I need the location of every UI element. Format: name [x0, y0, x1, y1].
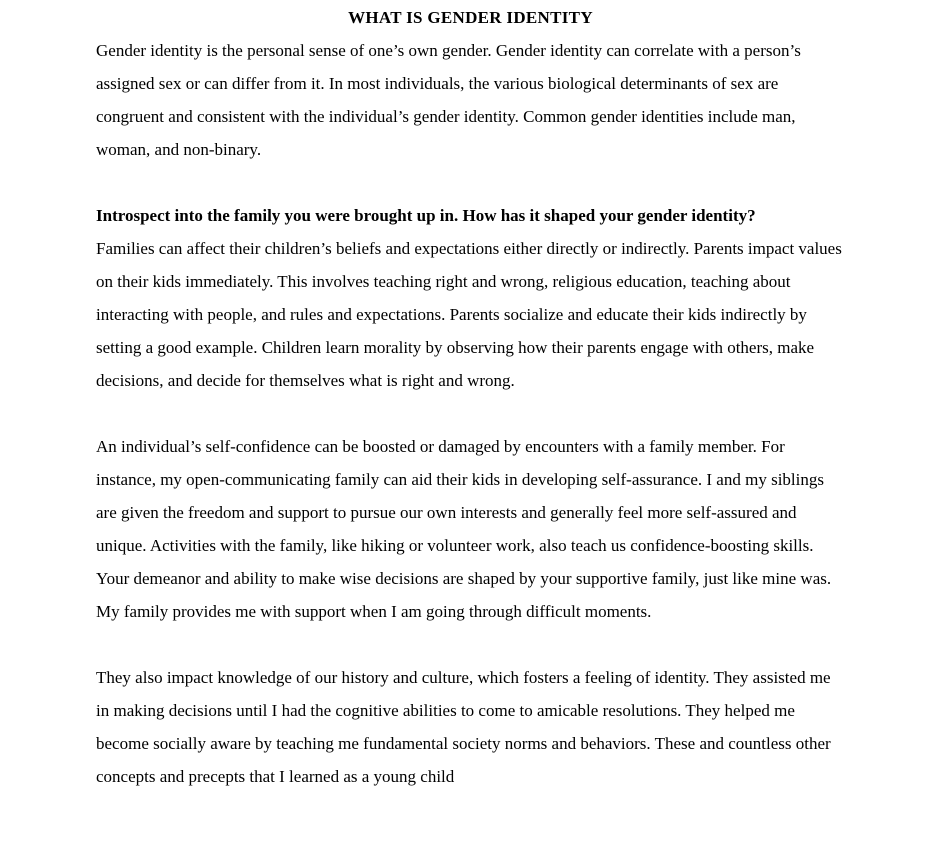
- paragraph-gender-identity-definition: Gender identity is the personal sense of one’s own gender. Gender identity can correlate with a person’s assigned sex or can differ from it. In most individuals, the various biological determinants of sex are congruent and consistent with the individual’s gender identity. Common gender identities include man, woman, and non-binary.: [96, 41, 801, 159]
- document-title: WHAT IS GENDER IDENTITY: [348, 8, 593, 27]
- paragraph-family-values: Families can affect their children’s beliefs and expectations either directly or indirectly. Parents impact values on their kids immediately. This involves teaching right and wrong, religious education, teaching about interacting with people, and rules and expectations. Parents socialize and educate their kids indirectly by setting a good example. Children learn morality by observing how their parents engage with others, make decisions, and decide for themselves what is right and wrong.: [96, 239, 842, 390]
- paragraph-history-culture: They also impact knowledge of our history and culture, which fosters a feeling of identity. They assisted me in making decisions until I had the cognitive abilities to come to amicable resolutions. They helped me become socially aware by teaching me fundamental society norms and behaviors. These and countless other concepts and precepts that I learned as a young child: [96, 668, 831, 786]
- question-heading-family-influence: Introspect into the family you were brought up in. How has it shaped your gender identity?: [96, 206, 756, 225]
- paragraph-self-confidence: An individual’s self-confidence can be boosted or damaged by encounters with a family member. For instance, my open-communicating family can aid their kids in developing self-assurance. I and my siblings are given the freedom and support to pursue our own interests and generally feel more self-assured and unique. Activities with the family, like hiking or volunteer work, also teach us confidence-boosting skills. Your demeanor and ability to make wise decisions are shaped by your supportive family, just like mine was. My family provides me with support when I am going through difficult moments.: [96, 437, 832, 621]
